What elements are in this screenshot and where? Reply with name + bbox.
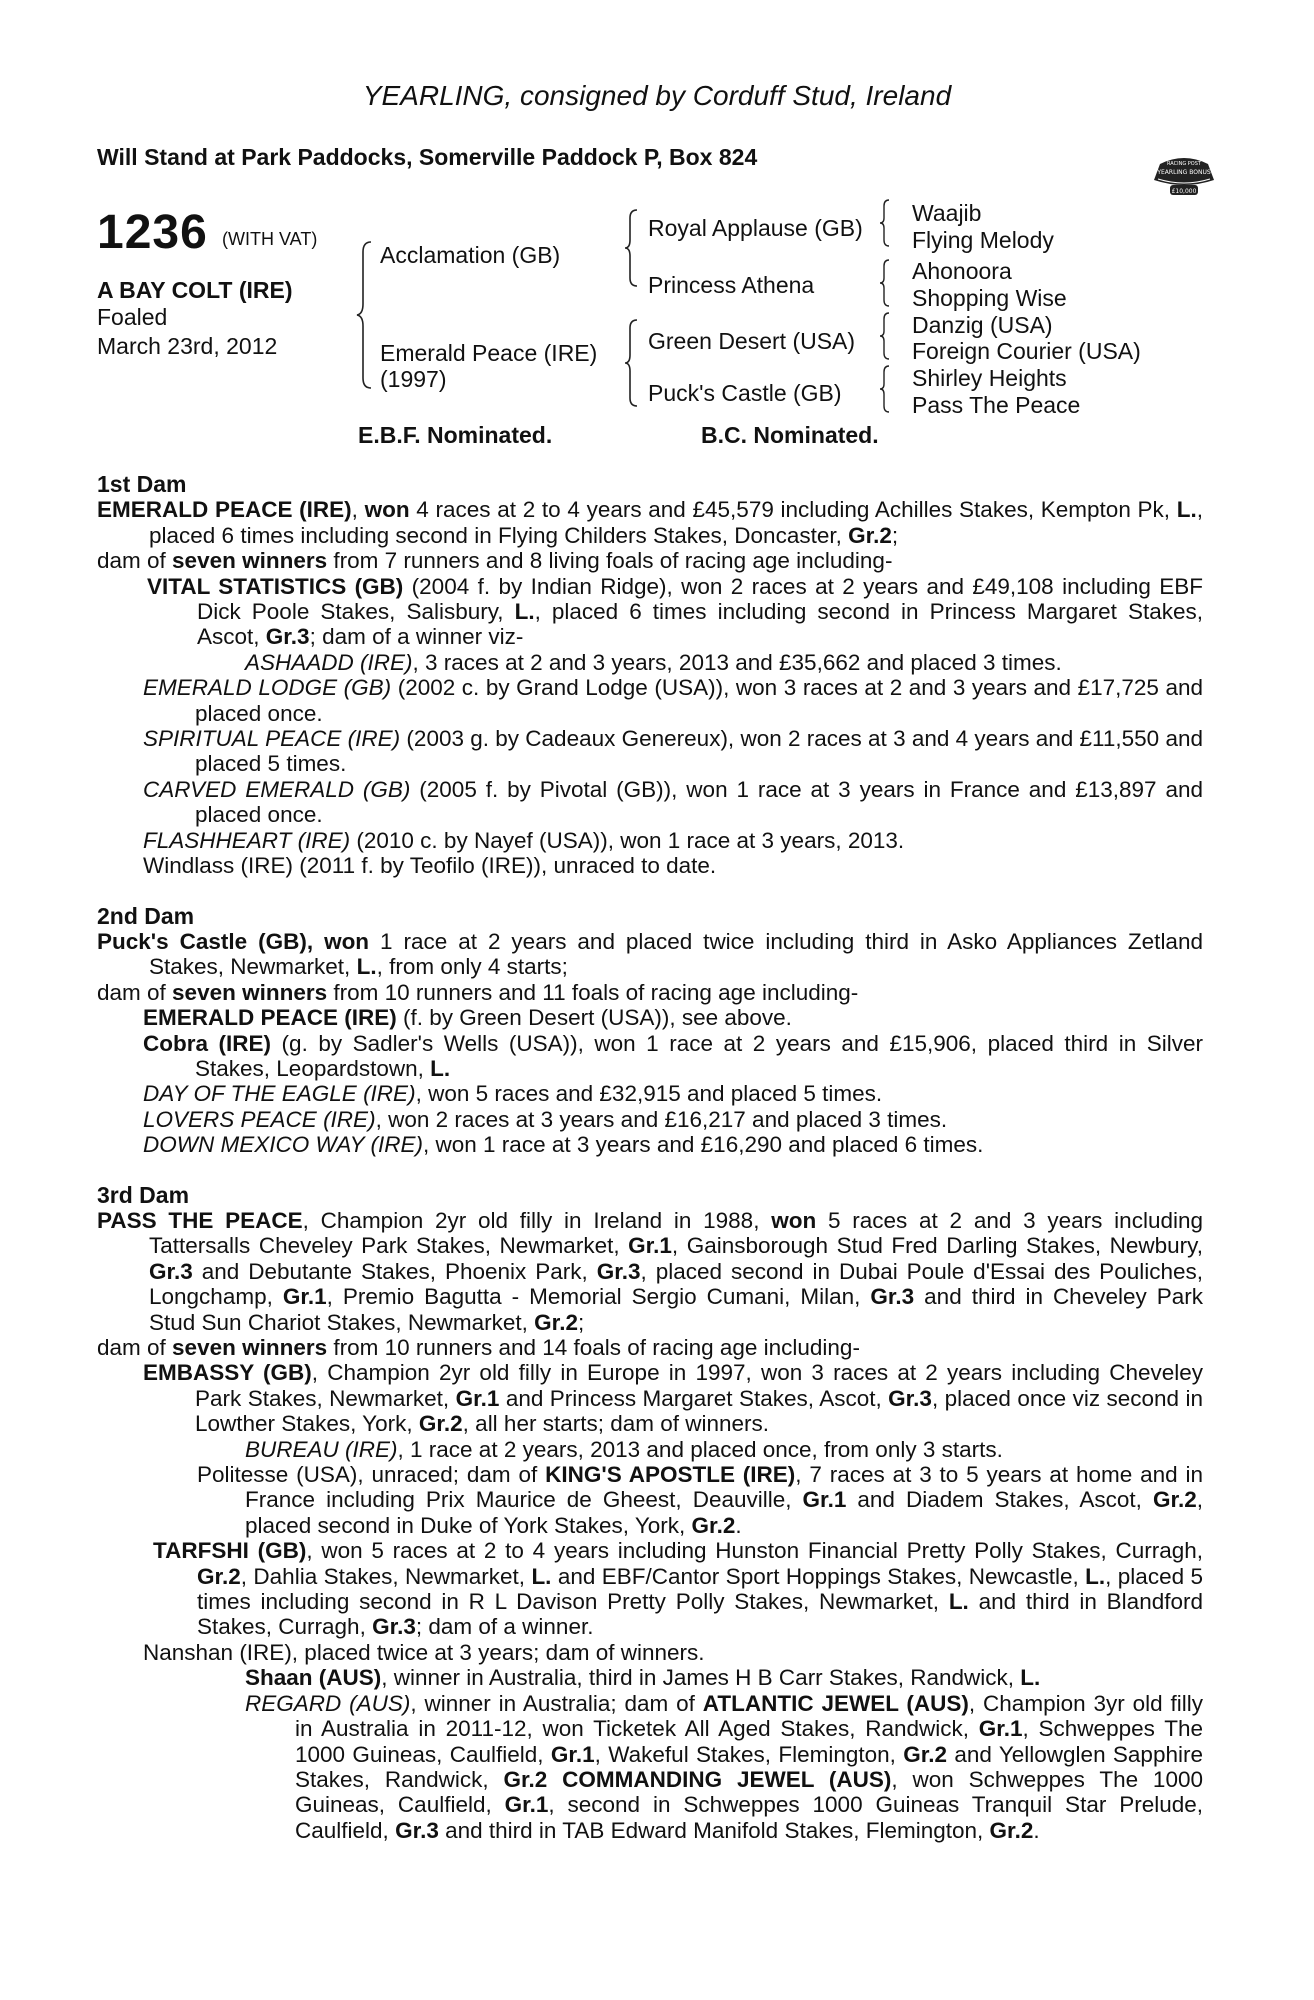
dd-brace [878, 364, 892, 414]
lot-number: 1236 [97, 206, 208, 259]
foaled-info [97, 303, 277, 361]
pedigree-sss: Waajib [912, 200, 982, 226]
badge-amount-text: £10,000 [1171, 188, 1197, 195]
produce-vital-statistics: VITAL STATISTICS (GB) (2004 f. by Indian Ridge), won 2 races at 2 years and £49,108 including EBF Dick Poole Stakes, Salisbury, L., placed 6 times including second in Princess Margaret Stakes, Ascot, Gr.3; dam of a winner viz- [147, 573, 1204, 650]
sd-brace [878, 258, 892, 308]
pedigree-dss: Danzig (USA) [912, 312, 1053, 338]
ss-brace [878, 198, 892, 248]
produce-emerald-peace: EMERALD PEACE (IRE) (f. by Green Desert (USA)), see above. [143, 1005, 792, 1031]
second-dam-section [97, 904, 1203, 1158]
pedigree-sire: Acclamation (GB) [380, 242, 561, 268]
produce-bureau: BUREAU (IRE), 1 race at 2 years, 2013 and placed once, from only 3 starts. [245, 1436, 1003, 1462]
first-dam-section [97, 472, 1203, 879]
pedigree-dam: Emerald Peace (IRE) [380, 340, 598, 366]
vat-label: (WITH VAT) [222, 229, 318, 249]
third-dam-produce-summary: dam of seven winners from 10 runners and 14 foals of racing age including- [97, 1335, 860, 1360]
consignor-heading: YEARLING, consigned by Corduff Stud, Ireland [362, 80, 952, 111]
pedigree-sdd: Shopping Wise [912, 285, 1067, 311]
produce-down-mexico-way: DOWN MEXICO WAY (IRE), won 1 race at 3 years and £16,290 and placed 6 times. [143, 1132, 984, 1158]
produce-regard: REGARD (AUS), winner in Australia; dam of ATLANTIC JEWEL (AUS), Champion 3yr old filly in Australia in 2011-12, won Ticketek All Aged Stakes, Randwick, Gr.1, Schweppes The 1000 Guineas, Caulfield, Gr.1, Wakeful Stakes, Flemington, Gr.2 and Yellowglen Sapphire Stakes, Randwick, Gr.2 COMMANDING JEWEL (AUS), won Schweppes The 1000 Guineas, Caulfield, Gr.1, second in Schweppes 1000 Guineas Tranquil Star Prelude, Caulfield, Gr.3 and third in TAB Edward Manifold Stakes, Flemington, Gr.2. [245, 1690, 1204, 1843]
third-dam-record: PASS THE PEACE, Champion 2yr old filly in Ireland in 1988, won 5 races at 2 and 3 years including Tattersalls Cheveley Park Stakes, Newmarket, Gr.1, Gainsborough Stud Fred Darling Stakes, Newbury, Gr.3 and Debutante Stakes, Phoenix Park, Gr.3, placed second in Dubai Poule d'Essai des Pouliches, Longchamp, Gr.1, Premio Bagutta - Memorial Sergio Cumani, Milan, Gr.3 and third in Cheveley Park Stud Sun Chariot Stakes, Newmarket, Gr.2; [97, 1207, 1203, 1335]
first-dam-produce-summary: dam of seven winners from 7 runners and 8 living foals of racing age including- [97, 548, 893, 574]
produce-flashheart: FLASHHEART (IRE) (2010 c. by Nayef (USA)), won 1 race at 3 years, 2013. [143, 827, 905, 853]
lot-description: A BAY COLT (IRE) [97, 277, 293, 303]
pedigree-dds: Shirley Heights [912, 365, 1067, 391]
pedigree-dam-year: (1997) [380, 366, 447, 392]
produce-day-of-the-eagle: DAY OF THE EAGLE (IRE), won 5 races and £32,915 and placed 5 times. [143, 1081, 883, 1107]
produce-windlass: Windlass (IRE) (2011 f. by Teofilo (IRE)), unraced to date. [143, 853, 717, 879]
stand-location: Will Stand at Park Paddocks, Somerville Paddock P, Box 824 [97, 144, 758, 170]
produce-cobra: Cobra (IRE) (g. by Sadler's Wells (USA)), won 1 race at 2 years and £15,906, placed third in Silver Stakes, Leopardstown, L. [143, 1030, 1203, 1081]
dam-line-brace [623, 318, 641, 408]
produce-embassy: EMBASSY (GB), Champion 2yr old filly in Europe in 1997, won 3 races at 2 years including Cheveley Park Stakes, Newmarket, Gr.1 and Princess Margaret Stakes, Ascot, Gr.3, placed once viz second in Lowther Stakes, York, Gr.2, all her starts; dam of winners. [143, 1360, 1203, 1437]
produce-carved-emerald: CARVED EMERALD (GB) (2005 f. by Pivotal (GB)), won 1 race at 3 years in France and £13,897 and placed once. [143, 776, 1203, 828]
badge-top-text: RACING POST [1167, 161, 1201, 167]
sire-dam-brace [355, 240, 375, 390]
sire-line-brace [623, 208, 641, 288]
produce-ashaadd: ASHAADD (IRE), 3 races at 2 and 3 years, 2013 and £35,662 and placed 3 times. [245, 649, 1062, 675]
badge-mid-text: YEARLING BONUS [1157, 169, 1211, 176]
third-dam-title: 3rd Dam [97, 1181, 190, 1208]
pedigree-sire-dam: Princess Athena [648, 272, 815, 298]
produce-politesse: Politesse (USA), unraced; dam of KING'S APOSTLE (IRE), 7 races at 3 to 5 years at home and in France including Prix Maurice de Gheest, Deauville, Gr.1 and Diadem Stakes, Ascot, Gr.2, placed second in Duke of York Stakes, York, Gr.2. [197, 1462, 1203, 1538]
pedigree-ssd: Flying Melody [912, 227, 1054, 253]
second-dam-title: 2nd Dam [97, 902, 195, 929]
produce-nanshan: Nanshan (IRE), placed twice at 3 years; dam of winners. [143, 1639, 705, 1665]
produce-tarfshi: TARFSHI (GB), won 5 races at 2 to 4 years including Hunston Financial Pretty Polly Stakes, Curragh, Gr.2, Dahlia Stakes, Newmarket, L. and EBF/Cantor Sport Hoppings Stakes, Newcastle, L., placed 5 times including second in R L Davison Pretty Polly Stakes, Newmarket, L. and third in Blandford Stakes, Curragh, Gr.3; dam of a winner. [153, 1538, 1203, 1640]
produce-lovers-peace: LOVERS PEACE (IRE), won 2 races at 3 years and £16,217 and placed 3 times. [143, 1106, 948, 1132]
first-dam-record: EMERALD PEACE (IRE), won 4 races at 2 to 4 years and £45,579 including Achilles Stakes, Kempton Pk, L., placed 6 times including second in Flying Childers Stakes, Doncaster, Gr.2; [97, 497, 1203, 548]
produce-emerald-lodge: EMERALD LODGE (GB) (2002 c. by Grand Lodge (USA)), won 3 races at 2 and 3 years and £17,725 and placed once. [143, 675, 1204, 726]
ebf-nominated: E.B.F. Nominated. [358, 422, 553, 448]
yearling-bonus-badge-icon [1148, 150, 1220, 198]
pedigree-sire-sire: Royal Applause (GB) [648, 215, 863, 241]
bc-nominated: B.C. Nominated. [701, 422, 879, 448]
pedigree-sds: Ahonoora [912, 258, 1012, 284]
produce-shaan: Shaan (AUS), winner in Australia, third in James H B Carr Stakes, Randwick, L. [245, 1665, 1041, 1691]
pedigree-dam-dam: Puck's Castle (GB) [648, 380, 842, 406]
pedigree-dsd: Foreign Courier (USA) [912, 338, 1141, 364]
first-dam-title: 1st Dam [97, 471, 187, 497]
produce-spiritual-peace: SPIRITUAL PEACE (IRE) (2003 g. by Cadeaux Genereux), won 2 races at 3 and 4 years and £11,550 and placed 5 times. [143, 726, 1203, 777]
foaled-date: March 23rd, 2012 [97, 333, 278, 359]
pedigree-dam-sire: Green Desert (USA) [648, 328, 856, 354]
second-dam-record: Puck's Castle (GB), won 1 race at 2 years and placed twice including third in Asko Appliances Zetland Stakes, Newmarket, L., from only 4 starts; [97, 928, 1203, 980]
third-dam-section [97, 1183, 1203, 1844]
ds-brace [878, 311, 892, 361]
foaled-label: Foaled [97, 304, 168, 330]
second-dam-produce-summary: dam of seven winners from 10 runners and 11 foals of racing age including- [97, 979, 859, 1005]
pedigree-ddd: Pass The Peace [912, 392, 1081, 418]
catalogue-body [97, 472, 1203, 1868]
